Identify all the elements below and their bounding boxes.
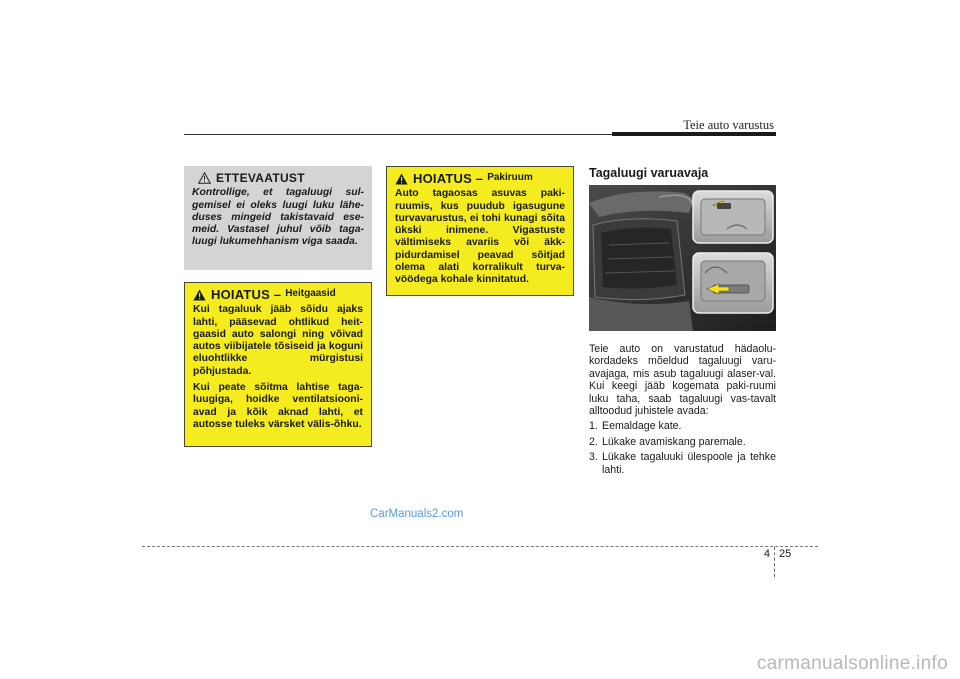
caution-title: ETTEVAATUST <box>216 171 305 185</box>
watermark-link[interactable]: CarManuals2.com <box>370 508 464 520</box>
step-text: Lükake tagaluuki ülespoole ja tehke lahti. <box>602 451 776 476</box>
page-number: 25 <box>779 548 792 560</box>
warning-header <box>193 289 363 301</box>
watermark-text[interactable]: carmanualsonline.info <box>756 653 948 674</box>
warning-title: HOIATUS – <box>211 287 282 302</box>
header-rule-accent <box>612 132 776 136</box>
warning-header <box>395 173 565 185</box>
chapter-number: 4 <box>763 548 770 560</box>
section-body <box>589 343 776 479</box>
footer-rule <box>142 546 818 547</box>
warning-box-cargo <box>386 166 574 296</box>
caution-text: Kontrollige, et tagaluugi sul-gemisel ei oleks luugi luku lähe-duses mingeid takistavaid ese-meid. Vastasel juhul võib taga-luugi lukumehhanism viga saada. <box>192 187 364 248</box>
warning-text: Auto tagaosas asuvas paki-ruumis, kus puudub igasugune turvavarustus, ei tohi kunagi sõita ükski inimene. Vigastuste vältimiseks avariis või äkk-pidurdamisel peavad sõitjad olema alati korralikult turva-vöödega kohale kinnitatud. <box>395 188 565 286</box>
caution-header <box>192 172 364 184</box>
list-item <box>589 451 776 476</box>
caution-box <box>184 166 372 270</box>
tailgate-release-illustration <box>589 185 776 331</box>
warning-paragraph: Kui tagaluuk jääb sõidu ajaks lahti, pääsevad ohtlikud heit-gaasid auto salongi ning võivad autos viibijatele tõsiseid ja koguni eluohtlikke mürgistusi põhjustada. <box>193 304 363 377</box>
list-item <box>589 436 776 448</box>
step-number: 2. <box>589 435 598 448</box>
running-header-title: Teie auto varustus <box>683 118 774 132</box>
list-item <box>589 420 776 432</box>
page-number-separator <box>774 547 775 577</box>
caution-triangle-icon <box>198 172 211 184</box>
step-text: Lükake avamiskang paremale. <box>602 435 746 448</box>
warning-triangle-icon <box>395 173 408 185</box>
step-number: 1. <box>589 420 598 433</box>
tailgate-photo <box>589 185 776 331</box>
warning-paragraph: Kui peate sõitma lahtise taga-luugiga, hoidke ventilatsiooni-avad ja kõik aknad lahti, et autosse tuleks värsket välis-õhku. <box>193 382 363 430</box>
warning-triangle-icon <box>193 289 206 301</box>
step-text: Eemaldage kate. <box>602 420 682 433</box>
section-intro: Teie auto on varustatud hädaolu-kordadeks mõeldud tagaluugi varu-avajaga, mis asub tagaluugi alaser-val. Kui keegi jääb kogemata paki-ruumi luku taha, saab tagaluugi vas-tavalt alltoodud juhistele avada: <box>589 343 776 418</box>
figure-caption: ODM042018 <box>731 321 774 330</box>
warning-title: HOIATUS – <box>413 171 484 186</box>
steps-list <box>589 420 776 476</box>
watermark-banner <box>0 650 960 679</box>
step-number: 3. <box>589 451 598 464</box>
section-title: Tagaluugi varuavaja <box>589 166 709 180</box>
warning-box-exhaust <box>184 282 372 447</box>
warning-subtitle: Heitgaasid <box>285 288 336 299</box>
warning-subtitle: Pakiruum <box>487 172 533 183</box>
